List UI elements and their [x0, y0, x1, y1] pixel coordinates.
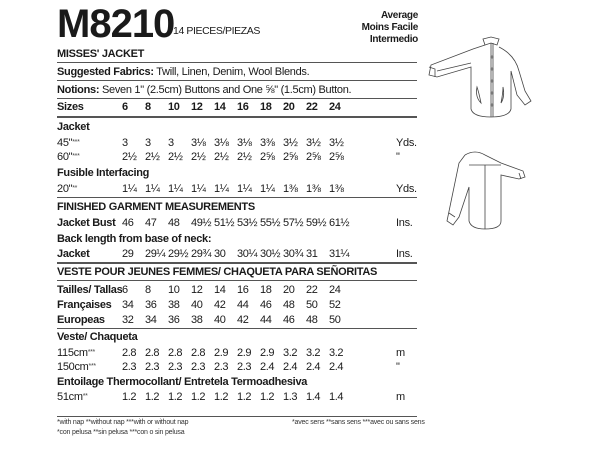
value-cell: 1¼: [214, 183, 229, 195]
value-cell: 3½: [306, 137, 321, 149]
value-cell: 3.2: [283, 347, 298, 359]
footnotes-english-spanish: [57, 418, 188, 438]
value-cell: 1¼: [260, 183, 275, 195]
suggested-fabrics: [57, 65, 309, 79]
value-cell: 2.9: [237, 347, 252, 359]
value-cell: 2½: [168, 151, 183, 163]
value-cell: 2.3: [191, 361, 206, 373]
fabrics-label: Suggested Fabrics:: [57, 66, 154, 78]
value-cell: 1.2: [168, 391, 183, 403]
value-cell: 40: [214, 314, 226, 326]
nap-footnote-mark: ***: [87, 349, 95, 356]
unit-label: Ins.: [396, 217, 413, 229]
value-cell: 2½: [122, 151, 137, 163]
unit-label: ": [396, 361, 400, 373]
value-cell: 2½: [145, 151, 160, 163]
value-cell: 2⅝: [329, 151, 344, 163]
sizes-row: [57, 100, 422, 114]
difficulty-es: Intermedio: [369, 34, 418, 45]
unit-label: Yds.: [396, 183, 417, 195]
value-cell: 34: [122, 299, 134, 311]
nap-footnote-mark: **: [82, 393, 88, 400]
value-cell: 3: [145, 137, 151, 149]
unit-label: m: [396, 347, 405, 359]
value-cell: 38: [191, 314, 203, 326]
value-cell: 1¼: [168, 183, 183, 195]
value-cell: 57½: [283, 217, 304, 229]
difficulty-fr: Moins Facile: [361, 22, 418, 33]
value-cell: 2.9: [260, 347, 275, 359]
unit-label: Ins.: [396, 248, 413, 260]
value-cell: 46: [260, 299, 272, 311]
value-cell: 22: [306, 284, 318, 296]
value-cell: 36: [168, 314, 180, 326]
value-cell: 2.4: [329, 361, 344, 373]
veste-150-row: [57, 360, 422, 374]
finished-measurements-label: FINISHED GARMENT MEASUREMENTS: [57, 201, 255, 213]
veste-section-label: Veste/ Chaqueta: [57, 331, 138, 343]
unit-label: ": [396, 151, 400, 163]
value-cell: 10: [168, 284, 180, 296]
value-cell: 3⅜: [260, 137, 275, 149]
value-cell: 2⅝: [306, 151, 321, 163]
value-cell: 48: [283, 299, 295, 311]
back-length-label: Back length from base of neck:: [57, 233, 212, 245]
value-cell: 2.4: [283, 361, 298, 373]
unit-label: m: [396, 391, 405, 403]
jacket-60-row: [57, 150, 422, 164]
jacket-45-row: [57, 136, 422, 150]
value-cell: 55½: [260, 217, 281, 229]
value-cell: 1¼: [191, 183, 206, 195]
jacket-section-label: Jacket: [57, 121, 90, 133]
divider: [57, 262, 417, 264]
value-cell: 24: [329, 284, 341, 296]
value-cell: 2.3: [237, 361, 252, 373]
value-cell: 1.2: [145, 391, 160, 403]
jacket-length-row: [57, 247, 422, 261]
value-cell: 2.8: [122, 347, 137, 359]
veste-115-row: [57, 346, 422, 360]
value-cell: 29¼: [145, 248, 166, 260]
jacket-bust-row: [57, 216, 422, 230]
jacket-back-sketch-icon: [445, 145, 545, 235]
value-cell: 18: [260, 284, 272, 296]
value-cell: 1⅜: [329, 183, 344, 195]
nap-footnote-mark: ***: [72, 139, 80, 146]
value-cell: 1¼: [145, 183, 160, 195]
value-cell: 1.2: [191, 391, 206, 403]
value-cell: 2½: [214, 151, 229, 163]
value-cell: 2.3: [145, 361, 160, 373]
value-cell: 1.2: [237, 391, 252, 403]
notions-label: Notions:: [57, 84, 100, 96]
difficulty-level: [362, 10, 418, 46]
difficulty-en: Average: [381, 10, 418, 21]
value-cell: 42: [214, 299, 226, 311]
value-cell: 2.3: [122, 361, 137, 373]
value-cell: 30: [214, 248, 226, 260]
value-cell: 8: [145, 101, 151, 113]
row-label: 150cm***: [57, 361, 96, 373]
value-cell: 2.8: [145, 347, 160, 359]
value-cell: 49½: [191, 217, 212, 229]
value-cell: 20: [283, 284, 295, 296]
footnote-line-es: *con pelusa **sin pelusa ***con o sin pelusa: [57, 429, 185, 436]
value-cell: 1.4: [306, 391, 321, 403]
value-cell: 3.2: [306, 347, 321, 359]
value-cell: 18: [260, 101, 272, 113]
value-cell: 12: [191, 101, 203, 113]
row-label: Jacket: [57, 248, 90, 260]
value-cell: 34: [145, 314, 157, 326]
value-cell: 2.3: [168, 361, 183, 373]
value-cell: 2.8: [191, 347, 206, 359]
value-cell: 30½: [260, 248, 281, 260]
row-label: 60"***: [57, 151, 80, 163]
value-cell: 61½: [329, 217, 350, 229]
value-cell: 47: [145, 217, 157, 229]
row-label: 45"***: [57, 137, 80, 149]
value-cell: 2½: [237, 151, 252, 163]
value-cell: 3: [168, 137, 174, 149]
value-cell: 40: [191, 299, 203, 311]
value-cell: 1.3: [283, 391, 298, 403]
value-cell: 46: [122, 217, 134, 229]
value-cell: 32: [122, 314, 134, 326]
unit-label: Yds.: [396, 137, 417, 149]
value-cell: 29: [122, 248, 134, 260]
value-cell: 2.9: [214, 347, 229, 359]
value-cell: 2.4: [260, 361, 275, 373]
pattern-number: M8210: [57, 2, 175, 46]
tailles-row: [57, 283, 422, 297]
divider: [57, 62, 417, 63]
metric-section-title: VESTE POUR JEUNES FEMMES/ CHAQUETA PARA SEÑORITAS: [57, 266, 378, 278]
value-cell: 10: [168, 101, 180, 113]
divider: [57, 80, 417, 81]
value-cell: 59½: [306, 217, 327, 229]
row-label: Françaises: [57, 299, 112, 311]
nap-footnote-mark: ***: [88, 363, 96, 370]
interfacing-section-label: Fusible Interfacing: [57, 167, 150, 179]
value-cell: 20: [283, 101, 295, 113]
value-cell: 3⅛: [237, 137, 252, 149]
value-cell: 2⅝: [260, 151, 275, 163]
value-cell: 14: [214, 101, 226, 113]
divider: [57, 116, 417, 118]
value-cell: 22: [306, 101, 318, 113]
notions: [57, 83, 351, 97]
row-label: Europeas: [57, 314, 105, 326]
value-cell: 38: [168, 299, 180, 311]
value-cell: 3⅛: [191, 137, 206, 149]
value-cell: 2½: [191, 151, 206, 163]
value-cell: 31: [306, 248, 318, 260]
value-cell: 46: [283, 314, 295, 326]
value-cell: 50: [329, 314, 341, 326]
value-cell: 3½: [329, 137, 344, 149]
entoilage-51-row: [57, 390, 422, 404]
entoilage-section-label: Entoilage Thermocollant/ Entretela Termoadhesiva: [57, 376, 308, 388]
value-cell: 3⅛: [214, 137, 229, 149]
value-cell: 1.2: [122, 391, 137, 403]
francaises-row: [57, 298, 422, 312]
europeas-row: [57, 313, 422, 327]
divider: [57, 328, 417, 329]
value-cell: 42: [237, 314, 249, 326]
value-cell: 1¼: [237, 183, 252, 195]
value-cell: 1⅜: [306, 183, 321, 195]
notions-value: Seven 1" (2.5cm) Buttons and One ⅝" (1.5cm) Button.: [99, 84, 352, 96]
value-cell: 51½: [214, 217, 235, 229]
value-cell: 2.4: [306, 361, 321, 373]
divider: [57, 197, 417, 198]
value-cell: 44: [260, 314, 272, 326]
value-cell: 12: [191, 284, 203, 296]
value-cell: 16: [237, 284, 249, 296]
footnotes-french: *avec sens **sans sens ***avec ou sans sens: [292, 419, 425, 426]
value-cell: 50: [306, 299, 318, 311]
value-cell: 29½: [168, 248, 189, 260]
value-cell: 48: [306, 314, 318, 326]
divider: [57, 98, 417, 99]
nap-footnote-mark: **: [72, 185, 78, 192]
footnote-line-en: *with nap **without nap ***with or without nap: [57, 419, 189, 426]
row-label: Jacket Bust: [57, 217, 116, 229]
divider: [57, 280, 417, 281]
value-cell: 1.2: [214, 391, 229, 403]
value-cell: 36: [145, 299, 157, 311]
value-cell: 1.2: [260, 391, 275, 403]
value-cell: 3.2: [329, 347, 344, 359]
row-label: Tailles/ Tallas: [57, 284, 123, 296]
value-cell: 2⅝: [283, 151, 298, 163]
value-cell: 3: [122, 137, 128, 149]
value-cell: 31¼: [329, 248, 350, 260]
value-cell: 48: [168, 217, 180, 229]
nap-footnote-mark: ***: [72, 153, 80, 160]
sizes-label: Sizes: [57, 101, 84, 113]
divider: [57, 416, 417, 417]
value-cell: 1¼: [122, 183, 137, 195]
value-cell: 52: [329, 299, 341, 311]
value-cell: 29¾: [191, 248, 212, 260]
interfacing-20-row: [57, 182, 422, 196]
value-cell: 30¼: [237, 248, 258, 260]
row-label: 51cm**: [57, 391, 88, 403]
row-label: 115cm***: [57, 347, 95, 359]
pieces-count: 14 PIECES/PIEZAS: [173, 25, 260, 37]
value-cell: 6: [122, 284, 128, 296]
value-cell: 2.3: [214, 361, 229, 373]
value-cell: 1.4: [329, 391, 344, 403]
value-cell: 2.8: [168, 347, 183, 359]
value-cell: 3½: [283, 137, 298, 149]
value-cell: 53½: [237, 217, 258, 229]
pattern-title: MISSES' JACKET: [57, 48, 145, 60]
value-cell: 6: [122, 101, 128, 113]
jacket-front-sketch-icon: [425, 35, 545, 130]
value-cell: 44: [237, 299, 249, 311]
value-cell: 14: [214, 284, 226, 296]
value-cell: 8: [145, 284, 151, 296]
value-cell: 1⅜: [283, 183, 298, 195]
fabrics-value: Twill, Linen, Denim, Wool Blends.: [153, 66, 310, 78]
value-cell: 30¾: [283, 248, 304, 260]
value-cell: 24: [329, 101, 341, 113]
value-cell: 16: [237, 101, 249, 113]
row-label: 20"**: [57, 183, 78, 195]
